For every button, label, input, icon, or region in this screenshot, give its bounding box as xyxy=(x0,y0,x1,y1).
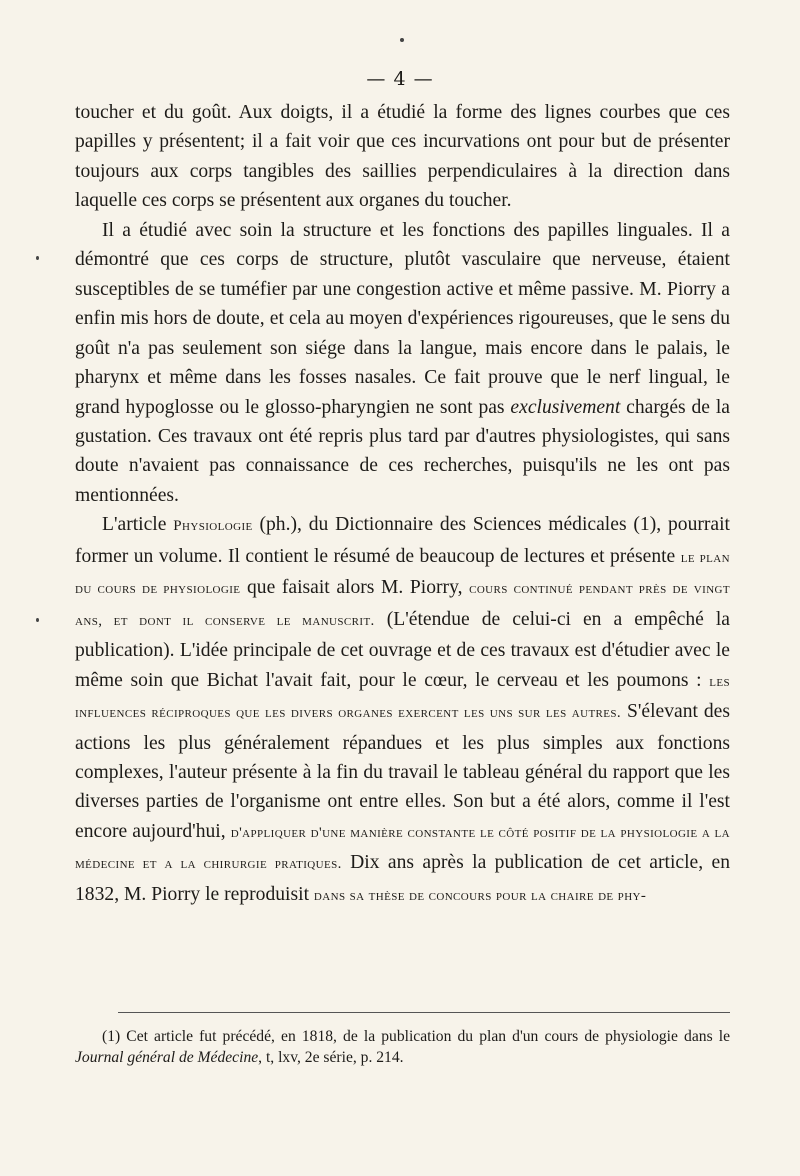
text-run: que faisait alors M. Piorry, xyxy=(240,577,470,599)
paragraph xyxy=(75,98,730,216)
small-caps-text: Physiologie xyxy=(173,518,253,535)
small-caps-text: les influences réciproques que les divers organes exercent les uns sur les autres. xyxy=(75,673,730,722)
text-run: (L'étendue de celui-ci en a empêché la publication). L'idée principale de cet ouvrage et de ces travaux est d'étudier avec le même soin que Bichat l'avait fait, pour le cœur, le cerveau et les poumons : xyxy=(75,608,730,691)
small-caps-text: dans sa thèse de concours pour la chaire de phy- xyxy=(313,887,647,904)
text-run: Il a étudié avec soin la structure et les fonctions des papilles linguales. Il a démontré que ces corps de structure, plutôt vasculaire que nerveuse, étaient susceptibles de se tuméfier par une congestion active et même passive. M. Piorry a enfin mis hors de doute, et cela au moyen d'expériences rigoureuses, que le sens du goût n'a pas seulement son siége dans la langue, mais encore dans le palais, le pharynx et même dans les fosses nasales. Ce fait prouve que le nerf lingual, le grand hypoglosse ou le glosso-pharyngien ne sont pas xyxy=(75,219,730,418)
text-run: (1) Cet article fut précédé, en 1818, de la publication du plan d'un cours de physiologie dans le xyxy=(102,1028,730,1045)
ink-speck xyxy=(36,256,39,260)
small-caps-text: cours continué pendant près de vingt ans, et dont il conserve le manuscrit. xyxy=(75,581,731,629)
small-caps-text: le plan du cours de physiologie xyxy=(75,549,730,598)
page-number: — 4 — xyxy=(366,68,434,90)
small-caps-text: d'appliquer d'une manière constante le côté positif de la physiologie a la médecine et a la chirurgie pratiques. xyxy=(75,824,730,873)
text-run: toucher et du goût. Aux doigts, il a étudié la forme des lignes courbes que ces papilles y présentent; il a fait voir que ces incurvations ont pour but de présenter toujours aux corps tangibles des saillies perpendiculaires à la direction dans laquelle ces corps se présentent aux organes du toucher. xyxy=(75,102,730,212)
italic-text: exclusivement xyxy=(510,396,621,418)
text-run: (ph.), du Dictionnaire des Sciences médicales (1), pourrait former un volume. Il contient le résumé de beaucoup de lectures et présente xyxy=(75,514,730,567)
paragraph xyxy=(75,216,730,511)
text-run: Dix ans après la publication de cet article, en 1832, M. Piorry le reproduisit xyxy=(75,852,730,905)
text-run: S'élevant des actions les plus généralement répandues et les plus simples aux fonctions complexes, l'auteur présente à la fin du travail le tableau général du rapport que les diverses parties de l'organisme ont entre elles. Son but a été alors, comme il l'est encore aujourd'hui, xyxy=(75,701,730,842)
paragraph xyxy=(75,510,730,911)
text-run: chargés de la gustation. Ces travaux ont été repris plus tard par d'autres physiologistes, qui sans doute n'avaient pas connaissance de ces recherches, puisqu'ils ne les ont pas mentionnées. xyxy=(75,396,731,506)
ink-speck xyxy=(36,618,39,622)
italic-text: Journal général de Médecine xyxy=(75,1049,259,1066)
text-run: , t, lxv, 2e série, p. 214. xyxy=(258,1049,404,1066)
footnote-separator xyxy=(118,1012,730,1013)
footnote-text xyxy=(75,1026,730,1068)
footnote xyxy=(75,1026,730,1068)
text-run: L'article xyxy=(102,514,174,536)
ink-speck xyxy=(400,38,404,42)
body-text xyxy=(75,98,730,911)
